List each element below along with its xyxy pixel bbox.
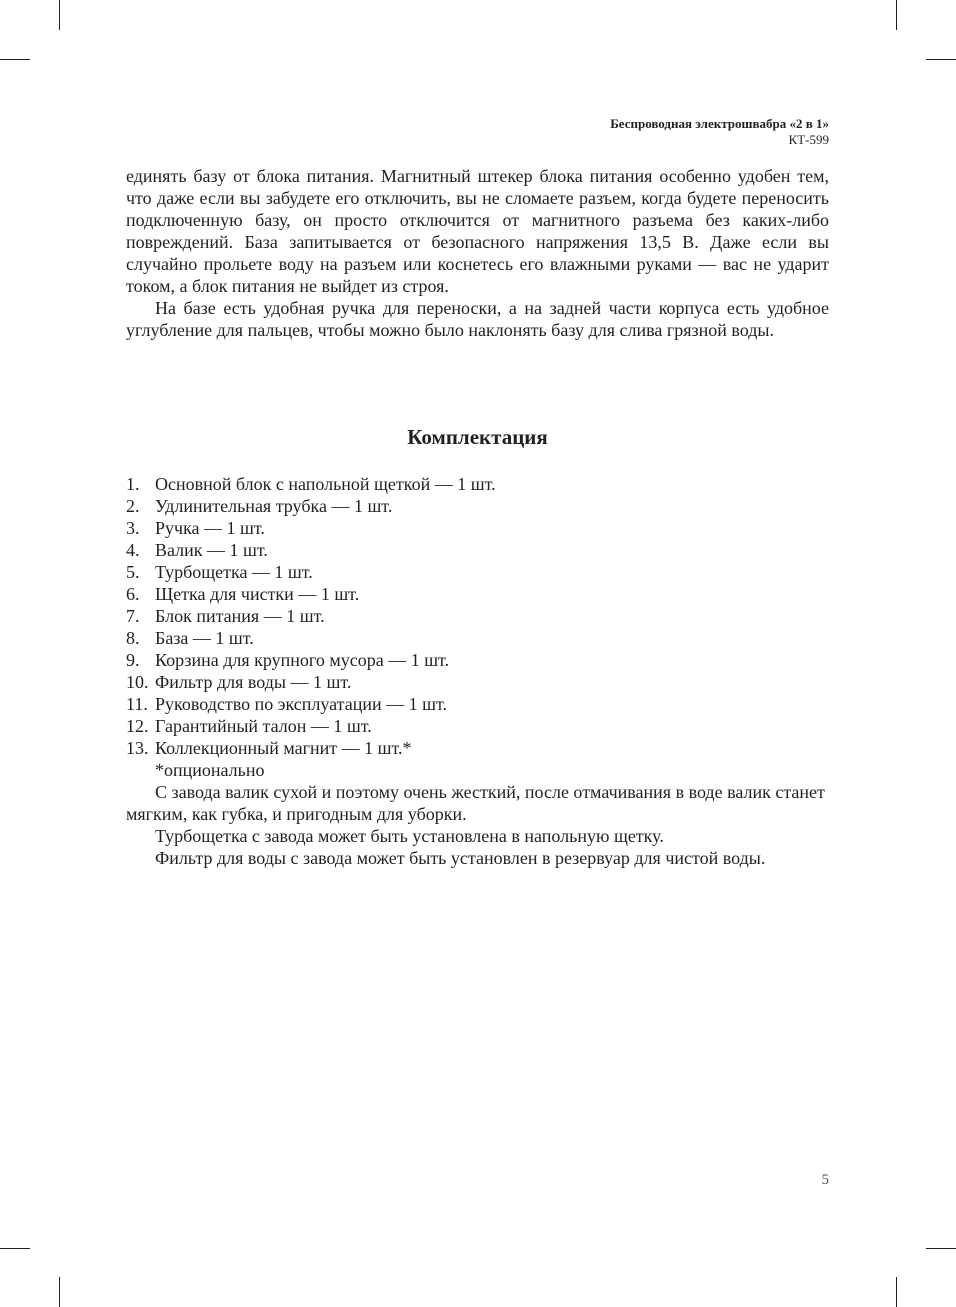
list-item (126, 517, 829, 539)
list-item (126, 473, 829, 495)
list-item (126, 539, 829, 561)
item-number: 4. (126, 540, 140, 560)
item-text: База — 1 шт. (155, 628, 254, 648)
header-title: Беспроводная электрошвабра «2 в 1» (610, 116, 829, 131)
item-text: Валик — 1 шт. (155, 540, 268, 560)
item-number: 8. (126, 628, 140, 648)
note-paragraph: Фильтр для воды с завода может быть установлен в резервуар для чистой воды. (155, 848, 766, 868)
item-text: Руководство по эксплуатации — 1 шт. (155, 694, 447, 714)
note-paragraph: С завода валик сухой и поэтому очень жесткий, после отмачивания в воде валик станет мягким, как губка, и пригодным для уборки. (126, 782, 825, 824)
item-text: Ручка — 1 шт. (155, 518, 265, 538)
list-item (126, 693, 829, 715)
item-number: 9. (126, 650, 140, 670)
item-text: Фильтр для воды — 1 шт. (155, 672, 352, 692)
notes (126, 759, 829, 869)
item-number: 3. (126, 518, 140, 538)
page-number: 5 (821, 1172, 829, 1188)
list-item (126, 671, 829, 693)
item-text: Гарантийный талон — 1 шт. (155, 716, 372, 736)
item-text: Блок питания — 1 шт. (155, 606, 325, 626)
header-model: КТ-599 (788, 132, 829, 147)
item-number: 6. (126, 584, 140, 604)
item-number: 12. (126, 716, 149, 736)
list-item (126, 583, 829, 605)
item-text: Корзина для крупного мусора — 1 шт. (155, 650, 450, 670)
crop-mark (0, 59, 30, 60)
item-text: Удлинительная трубка — 1 шт. (155, 496, 393, 516)
item-number: 7. (126, 606, 140, 626)
item-number: 13. (126, 738, 149, 758)
crop-mark (926, 1248, 956, 1249)
crop-mark (59, 0, 60, 30)
item-text: Коллекционный магнит — 1 шт.* (155, 738, 412, 758)
list-item (126, 649, 829, 671)
footnote: *опционально (155, 760, 265, 780)
intro-paragraph: единять базу от блока питания. Магнитный штекер блока питания особенно удобен тем, что даже если вы забудете его отключить, вы не сломаете разъем, когда будете переносить подключенную базу, он просто отключится от магнитного разъема без каких-либо повреждений. База запитывается от безопасного напряжения 13,5 В. Даже если вы случайно прольете воду на разъем или коснетесь его влажными руками — вас не ударит током, а блок питания не выйдет из строя. (126, 166, 829, 296)
item-number: 10. (126, 672, 149, 692)
crop-mark (896, 0, 897, 30)
crop-mark (59, 1277, 60, 1307)
package-list (126, 473, 829, 759)
item-number: 1. (126, 474, 140, 494)
item-number: 5. (126, 562, 140, 582)
crop-mark (926, 59, 956, 60)
list-item (126, 495, 829, 517)
list-item (126, 605, 829, 627)
crop-mark (0, 1248, 30, 1249)
item-text: Основной блок с напольной щеткой — 1 шт. (155, 474, 496, 494)
item-text: Щетка для чистки — 1 шт. (155, 584, 360, 604)
section-title: Комплектация (407, 425, 548, 449)
crop-mark (896, 1277, 897, 1307)
list-item (126, 627, 829, 649)
note-paragraph: Турбощетка с завода может быть установлена в напольную щетку. (155, 826, 664, 846)
list-item (126, 737, 829, 759)
running-header (610, 116, 829, 148)
item-text: Турбощетка — 1 шт. (155, 562, 313, 582)
list-item (126, 561, 829, 583)
intro-paragraph: На базе есть удобная ручка для переноски, а на задней части корпуса есть удобное углубление для пальцев, чтобы можно было наклонять базу для слива грязной воды. (126, 298, 829, 340)
item-number: 11. (126, 694, 148, 714)
intro-text (126, 165, 829, 341)
item-number: 2. (126, 496, 140, 516)
list-item (126, 715, 829, 737)
